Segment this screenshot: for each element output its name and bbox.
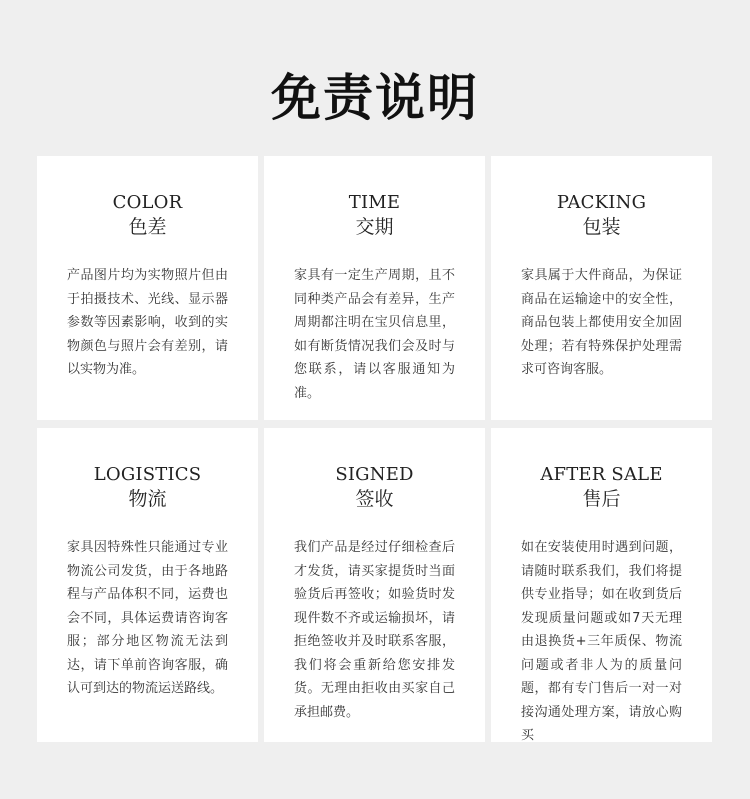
card-logistics (37, 428, 258, 742)
card-text: 我们产品是经过仔细检查后才发货，请买家提货时当面验货后再签收；如验货时发现件数不齐或运输损坏，请拒绝签收并及时联系客服，我们将会重新给您安排发货。无理由拒收由买家自己承担邮费。 (294, 540, 455, 720)
card-title-zh: 签收 (355, 488, 394, 510)
card-text: 家具有一定生产周期，且不同种类产品会有差异，生产周期都注明在宝贝信息里，如有断货情况我们会及时与您联系，请以客服通知为准。 (294, 268, 455, 401)
card-packing (491, 156, 712, 420)
card-text: 家具属于大件商品，为保证商品在运输途中的安全性，商品包装上都使用安全加固处理；若有特殊保护处理需求可咨询客服。 (521, 268, 682, 377)
card-title-zh: 售后 (582, 488, 621, 510)
card-signed (264, 428, 485, 742)
card-title-en: COLOR (112, 192, 183, 213)
card-text: 如在安装使用时遇到问题，请随时联系我们，我们将提供专业指导；如在收到货后发现质量问题或如7天无理由退换货+三年质保、物流问题或者非人为的质量问题，都有专门售后一对一对接沟通处理方案，请放心购买 (521, 540, 682, 743)
card-text: 家具因特殊性只能通过专业物流公司发货，由于各地路程与产品体积不同，运费也会不同，具体运费请咨询客服；部分地区物流无法到达，请下单前咨询客服，确认可到达的物流运送路线。 (67, 540, 228, 696)
card-title-en: SIGNED (335, 464, 414, 485)
card-after-sale (491, 428, 712, 742)
card-title-en: LOGISTICS (93, 464, 202, 485)
card-title-en: TIME (348, 192, 401, 213)
card-title-zh: 色差 (128, 216, 167, 238)
card-title-zh: 包装 (582, 216, 621, 238)
page-title: 免责说明 (271, 69, 479, 127)
card-title-zh: 交期 (355, 216, 394, 238)
card-title-en: AFTER SALE (540, 464, 663, 485)
card-color (37, 156, 258, 420)
card-text: 产品图片均为实物照片但由于拍摄技术、光线、显示器参数等因素影响，收到的实物颜色与照片会有差别，请以实物为准。 (67, 268, 228, 377)
card-time (264, 156, 485, 420)
card-title-en: PACKING (556, 192, 647, 213)
card-title-zh: 物流 (128, 488, 167, 510)
